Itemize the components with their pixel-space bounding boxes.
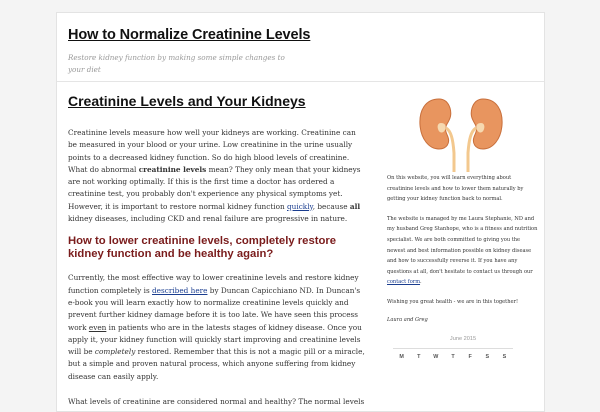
page-container	[56, 12, 545, 412]
weekday-label: T	[451, 353, 455, 360]
quickly-link[interactable]: quickly	[287, 201, 313, 211]
bold-text: creatinine levels	[138, 164, 207, 174]
text: .	[420, 279, 422, 286]
main-content	[68, 93, 366, 412]
described-here-link[interactable]: described here	[152, 285, 208, 295]
calendar-weekdays	[393, 348, 513, 360]
text: Creatinine levels measure how well your kidneys are working. Creatinine can be measured in your blood or your urine. Low creatinine in the urine usually points to a decreased kidney function. So do high blood levels of creatinine. What do abnormal	[68, 128, 356, 174]
text: Currently, the most effective way to lower creatinine levels and restore kidney function completely is	[68, 273, 359, 295]
text: kidney diseases, including CKD and renal failure are progressive in nature.	[68, 214, 348, 224]
section-heading: How to lower creatinine levels, completely restore kidney function and be healthy again?	[68, 235, 337, 260]
site-tagline: Restore kidney function by making some simple changes to your diet	[68, 53, 285, 74]
sidebar-intro: On this website, you will learn everything about creatinine levels and how to lower them naturally by getting your kidney function back to normal.	[387, 175, 524, 203]
text: mean? They only mean that your kidneys are not working optimally. If this is the first time a doctor has ordered a creatinine test, you probably don't experience any physical symptoms yet. However, it is important to restore normal kidney function	[68, 164, 361, 211]
levels-paragraph: What levels of creatinine are considered normal and healthy? The normal levels	[68, 397, 365, 407]
text: in patients who are in the latests stages of kidney disease. Once you apply it, your kidney function will quickly start improving and creatinine levels will be	[68, 322, 362, 357]
weekday-label: W	[433, 353, 439, 360]
site-header	[57, 13, 544, 82]
post-title[interactable]: Creatinine Levels and Your Kidneys	[68, 93, 306, 109]
emphasis-text: completely	[94, 347, 136, 357]
bold-text: all	[349, 201, 361, 211]
sidebar	[387, 93, 539, 360]
body-paragraph	[68, 272, 366, 383]
weekday-label: T	[417, 353, 421, 360]
text: restored. Remember that this is not a magic pill or a miracle, but a simple and proven natural process, which anyone suffering from kidney disease can easily apply.	[68, 347, 365, 381]
sidebar-about	[387, 214, 539, 288]
sidebar-wish: Wishing you great health - we are in this together!	[387, 298, 518, 305]
weekday-label: S	[485, 353, 490, 360]
underlined-text: even	[88, 322, 107, 332]
signature: Laura and Greg	[387, 316, 428, 323]
text: by Duncan Capicchiano ND. In Duncan's e-book you will learn exactly how to normalize creatinine levels quickly and prevent further kidney damage before it is too late. We have seen this process work	[68, 285, 361, 332]
kidneys-image	[417, 93, 505, 173]
site-title-link[interactable]: How to Normalize Creatinine Levels	[68, 27, 311, 43]
contact-form-link[interactable]: contact form	[387, 279, 421, 286]
intro-paragraph	[68, 127, 366, 225]
weekday-label: S	[502, 353, 507, 360]
calendar-month: June 2015	[449, 335, 477, 342]
weekday-label: F	[468, 353, 472, 360]
text: The website is managed by me Laura Stephanie, ND and my husband Greg Stanhope, who is a fitness and nutrition specialist. We are both committed to giving you the newest and best information possible on kidney disease and how to successfully reverse it. If you have any questions at all, don't hesitate to contact us through our	[387, 215, 538, 275]
text: , because	[312, 201, 350, 211]
weekday-label: M	[399, 353, 404, 360]
